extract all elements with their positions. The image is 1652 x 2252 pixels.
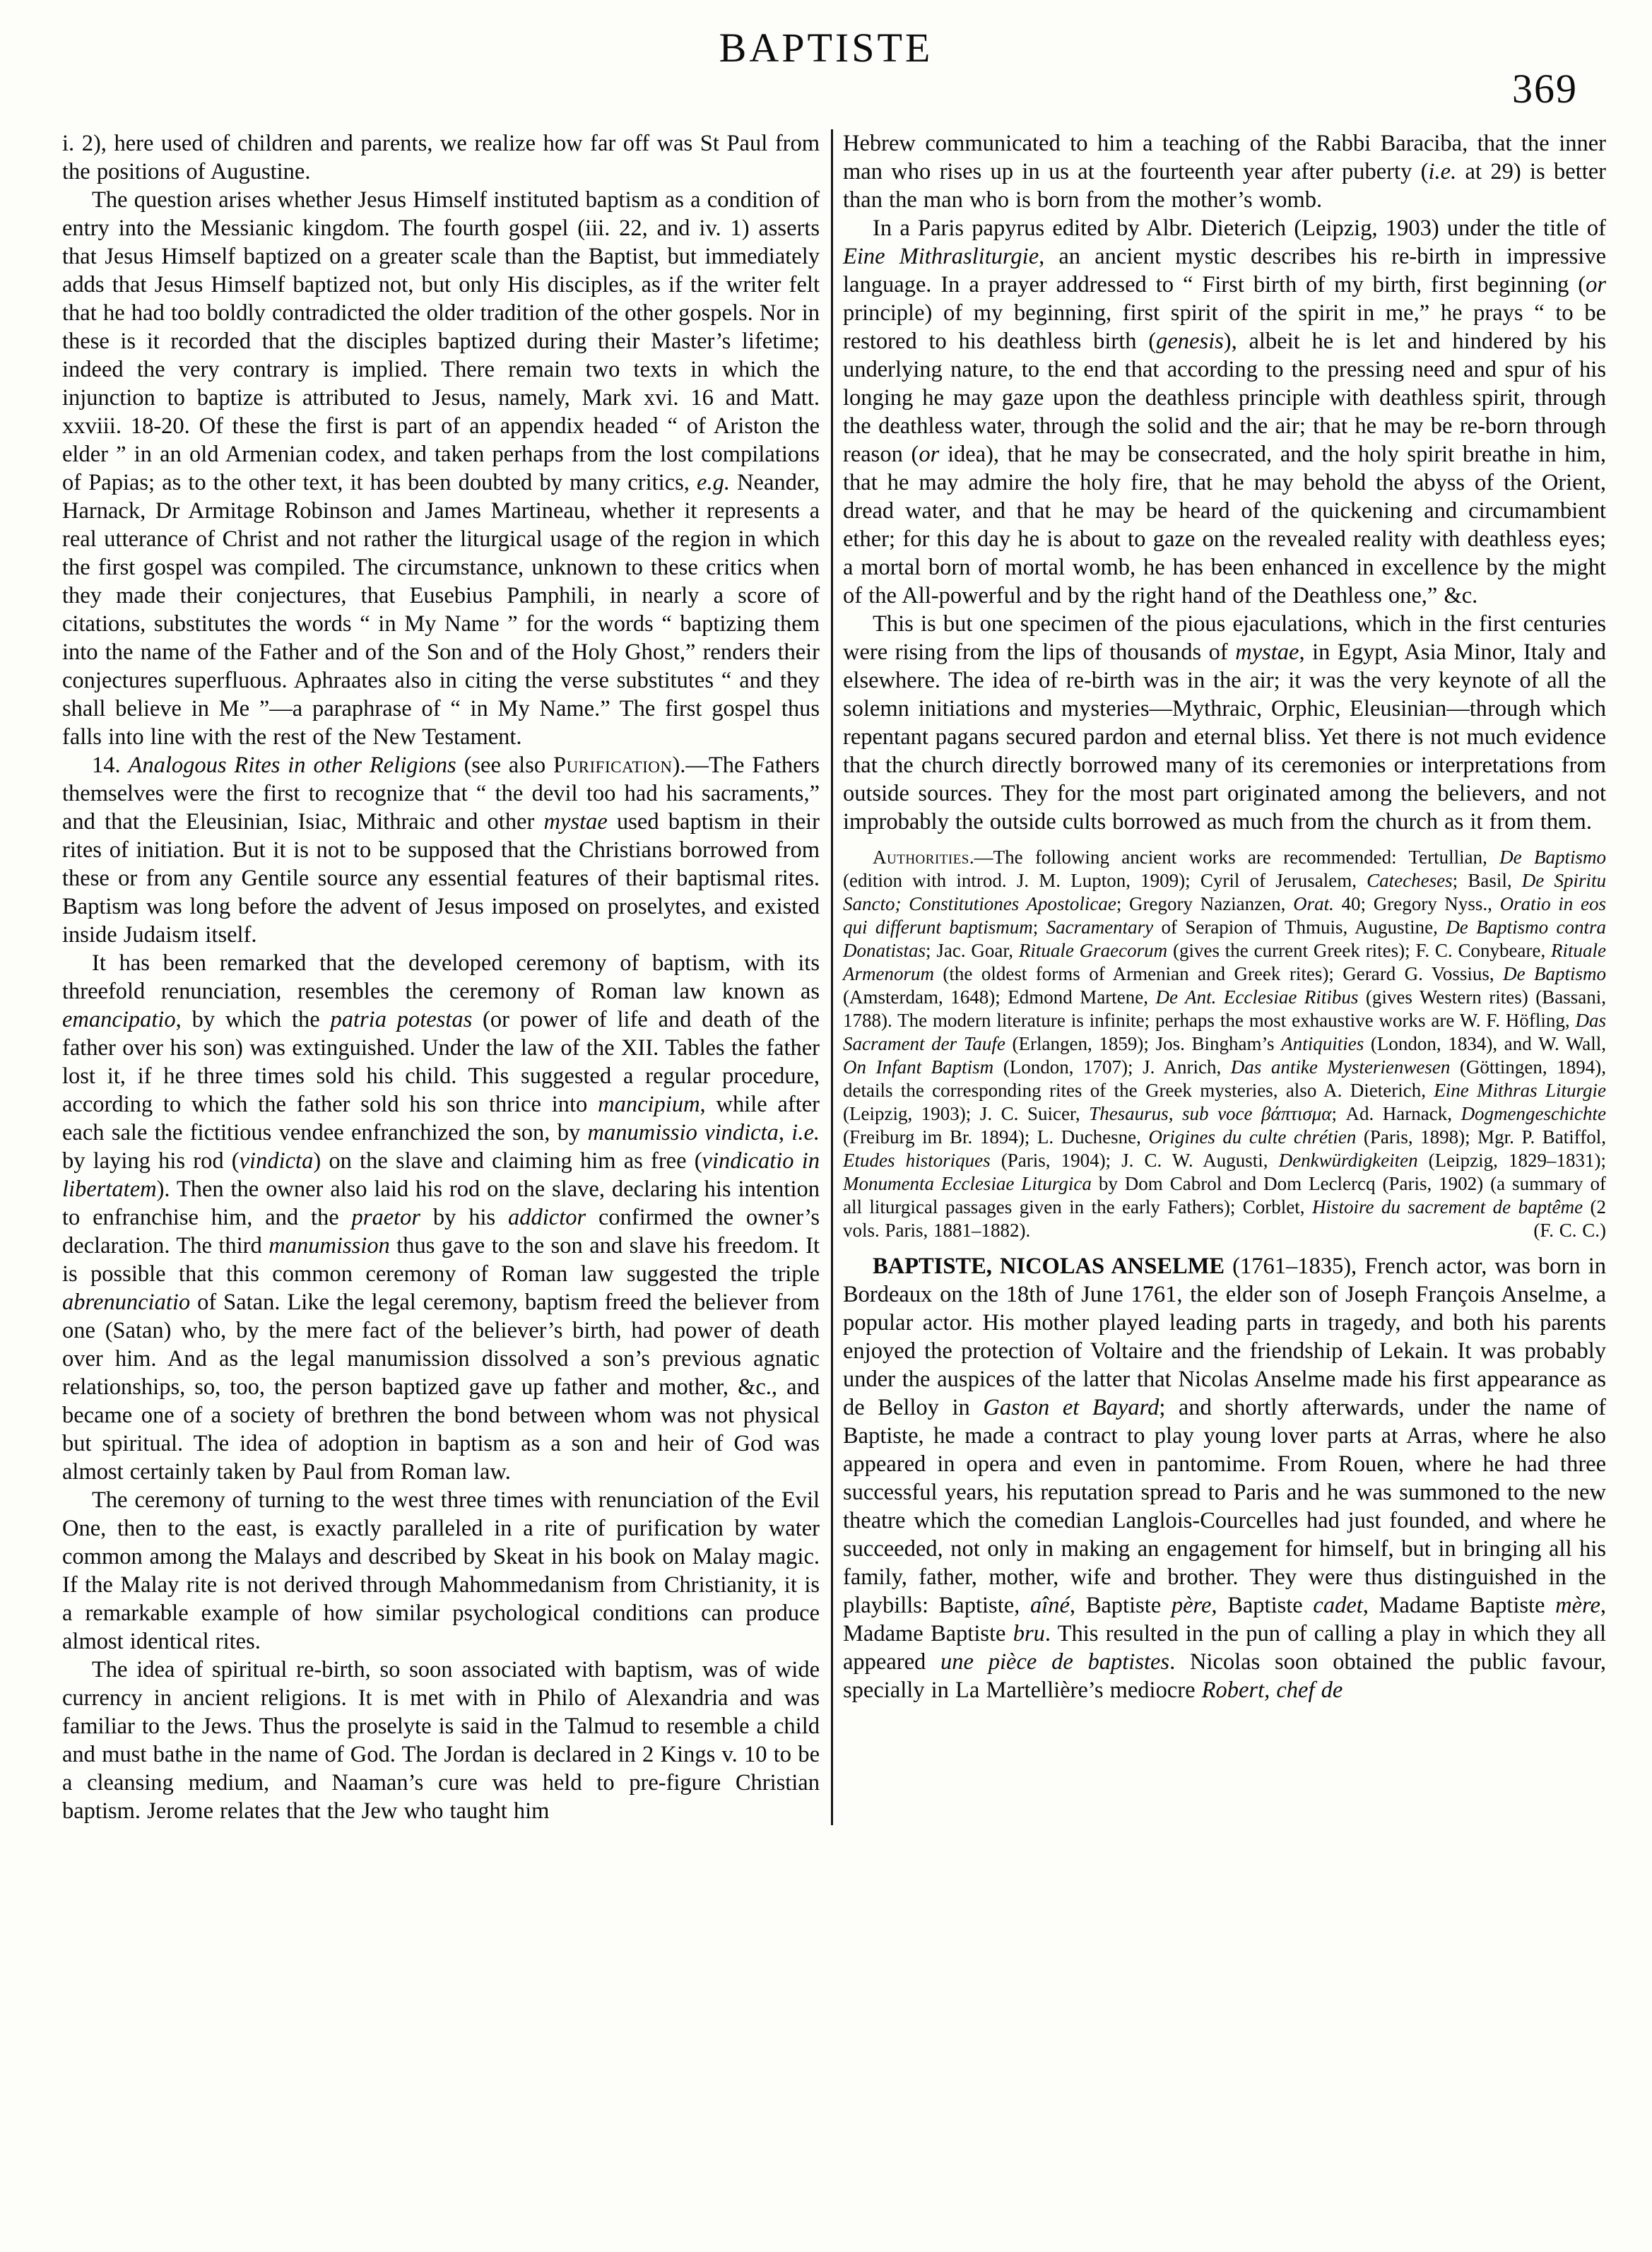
text-segment: , in Egypt, Asia Minor, Italy and elsewhere. The idea of re-birth was in the air; it was the very keynote of all the solemn initiations and mysteries—Mythraic, Orphic, Eleusinian—through which repentant pagans secured pardon and eternal bliss. Yet there is not much evidence that the church directly borrowed many of its ceremonies or interpretations from outside sources. They for the most part originated among the believers, and not improbably the outside cults borrowed as much from the church as it from them. [843, 639, 1607, 835]
text-segment: père [1171, 1593, 1212, 1618]
text-segment: (Erlangen, 1859); Jos. Bingham’s [1005, 1033, 1282, 1054]
paragraph [843, 214, 1606, 610]
text-segment: or [919, 442, 940, 467]
text-segment: De Baptismo [1499, 847, 1606, 868]
text-segment: Sacramentary [1046, 916, 1154, 938]
paragraph [843, 1252, 1606, 1704]
page-title: BAPTISTE [719, 25, 933, 71]
text-segment: i.e. [1428, 159, 1457, 184]
text-segment: mère [1555, 1593, 1600, 1618]
text-segment: (or power of life and death of the father over his son) was extinguished. Under the law of the XII. Tables the father lost it, if he three times sold his child. This suggested a regular procedure, according to which the father sold his son thrice into [62, 1007, 820, 1117]
text-segment: Das antike Mysterienwesen [1230, 1056, 1451, 1078]
text-segment: bru [1013, 1621, 1045, 1646]
text-segment: (2 vols. Paris, 1881–1882). [843, 1196, 1606, 1241]
text-segment: BAPTISTE, NICOLAS ANSELME [873, 1254, 1225, 1279]
text-segment: (London, 1707); J. Anrich, [993, 1056, 1231, 1078]
paragraph [843, 129, 1606, 214]
text-segment: 14. [92, 753, 129, 778]
text-segment: ; Gregory Nazianzen, [1116, 893, 1294, 914]
text-segment: thus gave to the son and slave his freedom. It is possible that this common ceremony of Roman law suggested the triple [62, 1233, 820, 1287]
text-segment: Catecheses [1367, 870, 1453, 891]
text-segment: ; [1032, 916, 1046, 938]
text-segment: The idea of spiritual re-birth, so soon associated with baptism, was of wide currency in ancient religions. It is met with in Philo of Alexandria and was familiar to the Jews. Thus the proselyte is said in the Talmud to resemble a child and must bathe in the name of God. The Jordan is declared in 2 Kings v. 10 to be a cleansing medium, and Naaman’s cure was held to pre-figure Christian baptism. Jerome relates that the Jew who taught him [62, 1657, 820, 1824]
text-segment: addictor [507, 1205, 586, 1230]
text-segment: Gaston et Bayard [983, 1395, 1160, 1420]
paragraph [843, 610, 1606, 836]
text-segment: une pièce de baptistes [940, 1649, 1170, 1675]
paragraph [62, 129, 820, 186]
text-segment: De Baptismo [1503, 963, 1606, 984]
text-segment: (Leipzig, 1829–1831); [1417, 1150, 1606, 1171]
author-signature: (F. C. C.) [1533, 1220, 1606, 1241]
text-segment: mystae [1235, 639, 1299, 665]
text-segment: (Freiburg im Br. 1894); L. Duchesne, [843, 1126, 1149, 1148]
paragraph [62, 1656, 820, 1825]
text-segment: Orat. [1293, 893, 1334, 914]
text-segment: In a Paris papyrus edited by Albr. Dieterich (Leipzig, 1903) under the title of [873, 216, 1606, 241]
text-segment: Authorities [873, 847, 969, 868]
left-column [62, 129, 820, 1825]
text-segment: On Infant Baptism [843, 1056, 994, 1078]
text-segment: Purification [553, 753, 673, 778]
text-segment: praetor [351, 1205, 421, 1230]
text-segment: Robert, chef de [1201, 1678, 1343, 1703]
text-segment: ; Basil, [1452, 870, 1522, 891]
text-segment: ; Ad. Harnack, [1331, 1103, 1461, 1124]
text-segment: principle) of my beginning, first spirit of the spirit in me,” he prays “ to be restored to his deathless birth ( [843, 300, 1606, 354]
text-segment: Histoire du sacrement de baptême [1311, 1196, 1583, 1218]
text-segment: Etudes historiques [843, 1150, 991, 1171]
text-segment: patria potestas [330, 1007, 473, 1032]
text-segment: mancipium [598, 1092, 700, 1117]
text-segment: (Göttingen, 1894), details the corresponding rites of the Greek mysteries, also A. Dieterich, [843, 1056, 1606, 1101]
text-segment: , an ancient mystic describes his re-birth in impressive language. In a prayer addressed to “ First birth of my birth, first beginning ( [843, 244, 1606, 297]
text-segment: (gives Western rites) (Bassani, 1788). The modern literature is infinite; perhaps the most exhaustive works are W. F. Höfling, [843, 986, 1606, 1031]
text-segment: 40; Gregory Nyss., [1333, 893, 1500, 914]
right-column [843, 129, 1606, 1825]
text-segment: , Baptiste [1211, 1593, 1314, 1618]
page-number: 369 [1512, 66, 1578, 112]
text-segment: abrenunciatio [62, 1290, 191, 1315]
text-segment: (London, 1834), and W. Wall, [1364, 1033, 1606, 1054]
text-segment: (Amsterdam, 1648); Edmond Martene, [843, 986, 1156, 1008]
text-segment: Dogmengeschichte [1461, 1103, 1606, 1124]
text-segment: (Leipzig, 1903); J. C. Suicer, [843, 1103, 1090, 1124]
text-segment: cadet [1313, 1593, 1363, 1618]
text-segment: i. 2), here used of children and parents, we realize how far off was St Paul from the positions of Augustine. [62, 131, 820, 184]
text-segment: ), albeit he is let and hindered by his underlying nature, to the end that according to the pressing need and spur of his longing he may gaze upon the deathless principle with deathless spirit, through the deathless water, through the solid and the air; that he may be re-born through reason ( [843, 329, 1607, 467]
text-segment: Rituale Graecorum [1018, 940, 1168, 961]
text-segment: Antiquities [1281, 1033, 1364, 1054]
text-segment: ). Then the owner also laid his rod on the slave, declaring his intention to enfranchise him, and the [62, 1177, 820, 1230]
text-segment: It has been remarked that the developed ceremony of baptism, with its threefold renunciation, resembles the ceremony of Roman law known as [62, 950, 820, 1004]
text-segment: Oratio in eos qui differunt baptismum [843, 893, 1606, 938]
text-area [62, 129, 1606, 1825]
text-segment: ).—The Fathers themselves were the first to recognize that “ the devil too had his sacraments,” and that the Eleusinian, Isiac, Mithraic and other [62, 753, 820, 835]
text-segment: (Paris, 1904); J. C. W. Augusti, [990, 1150, 1279, 1171]
text-segment: (the oldest forms of Armenian and Greek rites); Gerard G. Vossius, [934, 963, 1504, 984]
text-segment: , Madame Baptiste [1362, 1593, 1556, 1618]
text-segment: Eine Mithras Liturgie [1434, 1080, 1606, 1101]
text-segment: vindicta [239, 1148, 314, 1174]
text-segment: (edition with introd. J. M. Lupton, 1909); Cyril of Jerusalem, [843, 870, 1367, 891]
text-segment: manumission [269, 1233, 390, 1258]
text-segment: Monumenta Ecclesiae Liturgica [843, 1173, 1092, 1194]
text-segment: by his [420, 1205, 508, 1230]
text-segment: (Paris, 1898); Mgr. P. Batiffol, [1356, 1126, 1606, 1148]
text-segment: Thesaurus, sub voce βάπτισμα [1089, 1103, 1332, 1124]
text-segment: confirmed the owner’s declaration. The third [62, 1205, 820, 1258]
text-segment: mystae [543, 809, 608, 835]
text-segment: The ceremony of turning to the west three times with renunciation of the Evil One, then to the east, is exactly paralleled in a rite of purification by water common among the Malays and described by Skeat in his book on Malay magic. If the Malay rite is not derived through Mahommedanism from Christianity, it is a remarkable example of how similar psychological conditions can produce almost identical rites. [62, 1487, 820, 1654]
text-segment: (1761–1835), French actor, was born in Bordeaux on the 18th of June 1761, the elder son of Joseph François Anselme, a popular actor. His mother played leading parts in tragedy, and both his parents enjoyed the protection of Voltaire and the friendship of Lekain. It was probably under the auspices of the latter that Nicolas Anselme made his first appearance as de Belloy in [843, 1254, 1606, 1420]
text-segment: De Ant. Ecclesiae Ritibus [1155, 986, 1359, 1008]
text-segment: e.g. [697, 470, 730, 495]
text-segment: (see also [456, 753, 553, 778]
paragraph [843, 846, 1606, 1242]
text-segment: by laying his rod ( [62, 1148, 240, 1174]
text-segment: aîné [1029, 1593, 1070, 1618]
text-segment: Hebrew communicated to him a teaching of the Rabbi Baraciba, that the inner man who rises up in us at the fourteenth year after puberty ( [843, 131, 1606, 184]
text-segment: manumissio vindicta [587, 1120, 779, 1145]
text-segment: ; and shortly afterwards, under the name of Baptiste, he made a contract to play young lover parts at Arras, where he also appeared in opera and even in pantomime. From Rouen, where he had three successful years, his reputation spread to Paris and he was summoned to the new theatre which the comedian Langlois-Courcelles had just founded, and where he succeeded, not only in making an engagement for himself, but in bringing all his family, father, mother, wife and brother. They were thus distinguished in the playbills: Baptiste, [843, 1395, 1607, 1618]
text-segment: The question arises whether Jesus Himself instituted baptism as a condition of entry into the Messianic kingdom. The fourth gospel (iii. 22, and iv. 1) asserts that Jesus Himself baptized on a greater scale than the Baptist, but immediately adds that Jesus Himself baptized not, but only His disciples, as if the writer felt that he had too boldly contradicted the older tradition of the other gospels. Nor in these is it recorded that the disciples baptized during their Master’s lifetime; indeed the very contrary is implied. There remain two texts in which the injunction to baptize is attributed to Jesus, namely, Mark xvi. 16 and Matt. xxviii. 18-20. Of these the first is part of an appendix headed “ of Ariston the elder ” in an old Armenian codex, and taken perhaps from the lost compilations of Papias; as to the other text, it has been doubted by many critics, [62, 187, 820, 495]
paragraph [62, 949, 820, 1486]
text-segment: , [778, 1120, 792, 1145]
text-segment: De Spiritu Sancto; Constitutiones Apostolicae [843, 870, 1606, 914]
text-segment: De Baptismo contra Donatistas [843, 916, 1606, 961]
text-segment: genesis [1156, 329, 1224, 354]
text-segment: .—The following ancient works are recommended: Tertullian, [969, 847, 1500, 868]
text-segment: . Nicolas soon obtained the public favour, specially in La Martellière’s mediocre [843, 1649, 1606, 1703]
text-segment: (gives the current Greek rites); F. C. Conybeare, [1167, 940, 1552, 961]
text-segment: Origines du culte chrétien [1148, 1126, 1357, 1148]
text-segment: idea), that he may be consecrated, and the holy spirit breathe in him, that he may admire the holy fire, that he may behold the abyss of the Orient, dread water, and that he may be heard of the quickening and circumambient ether; for this day he is about to gaze on the revealed reality with deathless eyes; a mortal born of mortal womb, he has been enhanced in excellence by the might of the All-powerful and by the right hand of the Deathless one,” &c. [843, 442, 1606, 608]
text-segment: Analogous Rites in other Religions [128, 753, 456, 778]
text-segment: Denkwürdigkeiten [1278, 1150, 1418, 1171]
text-segment: vindicatio in libertatem [62, 1148, 820, 1202]
text-segment: i.e. [791, 1120, 820, 1145]
text-segment: Das Sacrament der Taufe [843, 1010, 1606, 1054]
text-segment: used baptism in their rites of initiation. But it is not to be supposed that the Christians borrowed from these or from any Gentile source any essential features of their baptismal rites. Baptism was long before the advent of Jesus imposed on proselytes, and existed inside Judaism itself. [62, 809, 820, 948]
paragraph [62, 751, 820, 949]
text-segment: , while after each sale the fictitious vendee enfranchized the son, by [62, 1092, 820, 1145]
column-divider [831, 129, 833, 1825]
text-segment: Rituale Armenorum [843, 940, 1606, 984]
text-segment: at 29) is better than the man who is born from the mother’s womb. [843, 159, 1607, 213]
text-segment: or [1586, 272, 1606, 297]
text-segment: of Satan. Like the legal ceremony, baptism freed the believer from one (Satan) who, by the mere fact of the believer’s birth, had power of death over him. And as the legal manumission dissolved a son’s previous agnatic relationships, so, too, the person baptized gave up father and mother, &c., and became one of a society of brethren the bond between whom was not physical but spiritual. The idea of adoption in baptism as a son and heir of God was almost certainly taken by Paul from Roman law. [62, 1290, 820, 1485]
paragraph [62, 1486, 820, 1656]
text-segment: , by which the [175, 1007, 331, 1032]
paragraph [62, 186, 820, 751]
text-segment: emancipatio [62, 1007, 176, 1032]
text-segment: ; Jac. Goar, [926, 940, 1019, 961]
text-segment: of Serapion of Thmuis, Augustine, [1153, 916, 1446, 938]
text-segment: , Madame Baptiste [843, 1593, 1607, 1646]
text-segment: . This resulted in the pun of calling a play in which they all appeared [843, 1621, 1607, 1675]
text-segment: by Dom Cabrol and Dom Leclercq (Paris, 1902) (a summary of all liturgical passages given in the early Fathers); Corblet, [843, 1173, 1606, 1218]
text-segment: Neander, Harnack, Dr Armitage Robinson and James Martineau, whether it represents a real utterance of Christ and not rather the liturgical usage of the region in which the first gospel was compiled. The circumstance, unknown to these critics when they made their conjectures, that Eusebius Pamphili, in nearly a score of citations, substitutes the words “ in My Name ” for the words “ baptizing them into the name of the Father and of the Son and of the Holy Ghost,” renders their conjectures superfluous. Aphraates also in citing the verse substitutes “ and they shall believe in Me ”—a paraphrase of “ in My Name.” The first gospel thus falls into line with the rest of the New Testament. [62, 470, 820, 750]
text-segment: , Baptiste [1069, 1593, 1172, 1618]
text-segment: This is but one specimen of the pious ejaculations, which in the first centuries were rising from the lips of thousands of [843, 611, 1606, 665]
text-segment: ) on the slave and claiming him as free ( [313, 1148, 702, 1174]
text-segment: Eine Mithrasliturgie [843, 244, 1039, 269]
